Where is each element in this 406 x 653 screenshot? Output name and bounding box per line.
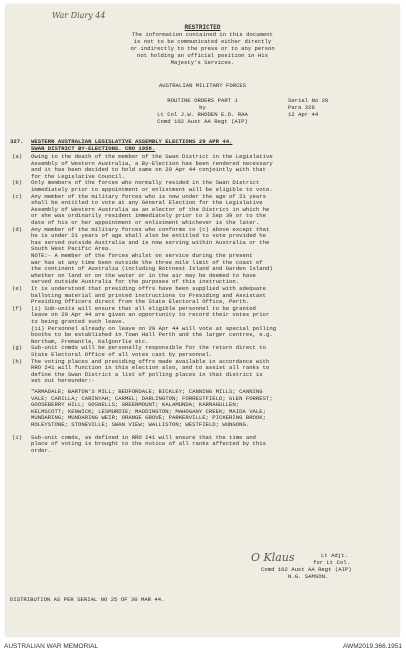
notice-line-2: is not to be communicated either directly bbox=[133, 38, 272, 45]
order-title-line-2: SWAN DISTRICT BY-ELECTIONS. CRO 1958. bbox=[31, 145, 156, 152]
paragraph-line: order. bbox=[31, 446, 52, 454]
paragraph-line: South West Pacific Area. bbox=[31, 245, 112, 253]
polling-places-line: "ARMADALE; BARTON'S MILL; BEDFORDALE; BICKLEY; CANNING MILLS; CANNING bbox=[31, 388, 263, 395]
polling-places-line: KELMSCOTT; KENWICK; LESMURDIE; MADDINGTON; MAHOGANY CREEK; MAIDA VALE; bbox=[31, 407, 266, 415]
footer-institution: AUSTRALIAN WAR MEMORIAL bbox=[4, 643, 99, 650]
order-number: 327. bbox=[10, 138, 24, 145]
paragraph-line: leave on 29 Apr 44 are given an opportunity to record their votes prior bbox=[31, 311, 270, 319]
signature: O Klaus bbox=[251, 551, 295, 564]
paragraph-line: Only members of the forces who normally resided in the Swan District bbox=[31, 179, 260, 187]
paragraph-mark: (h) bbox=[12, 357, 23, 365]
paragraph-line: It is understood that presiding offrs have been supplied with adequate bbox=[31, 285, 266, 292]
paragraph-line: to being granted such leave. bbox=[31, 318, 125, 325]
paragraph-line: RRO 241 will function in this election also, and to assist all ranks to bbox=[31, 364, 270, 372]
order-title-line-1: WESTERN AUSTRALIAN LEGISLATIVE ASSEMBLY ELECTIONS 29 APR 44. bbox=[31, 138, 233, 145]
distribution-line: DISTRIBUTION AS PER SERIAL NO 25 OF 30 MAR 44. bbox=[10, 596, 165, 603]
signoff-command: Comd 102 Aust AA Regt (AIP) bbox=[261, 566, 352, 573]
paragraph-line: whether on land or on the water or in the air may be deemed to have bbox=[31, 271, 256, 279]
serial-number: Serial No 28 bbox=[288, 97, 329, 104]
paragraph-line: or she was ordinarily resident immediately prior to 3 Sep 39 or to the bbox=[31, 212, 266, 220]
paragraph-line: war has at any time been outside the three mile limit of the coast of bbox=[31, 258, 263, 266]
paragraph-mark: (a) bbox=[12, 153, 23, 160]
orders-officer: Lt Col J.W. RHODEN E.D. RAA bbox=[157, 111, 248, 118]
order-date: 12 Apr 44 bbox=[288, 111, 319, 118]
paragraph-mark: (f) bbox=[12, 304, 23, 312]
orders-by: by bbox=[199, 104, 206, 111]
notice-line-1: The information contained in this document bbox=[132, 31, 273, 38]
paragraph-line: place of voting is brought to the notice of all ranks affected by this bbox=[31, 440, 266, 448]
paragraph-line: (i) Sub-units will ensure that all eligible personnel to be granted bbox=[31, 304, 256, 312]
restricted-heading: RESTRICTED bbox=[184, 24, 221, 31]
signoff-initials: N.G. SAMSON. bbox=[288, 573, 329, 580]
polling-places-line: ROLEYSTONE; STONEVILLE; SWAN VIEW; WALLISTON; WESTFIELD; WUNGONG. bbox=[31, 421, 250, 428]
paragraph-line: The voting places and presiding offrs made available in accordance with bbox=[31, 357, 270, 365]
orders-title: ROUTINE ORDERS PART 1 bbox=[167, 97, 238, 104]
paragraph-line: served outside Australia for the purposes of this instruction. bbox=[31, 278, 240, 286]
paragraph-line: balloting material and printed instructions to Presiding and Assistant bbox=[31, 291, 266, 299]
paragraph-line: the continent of Australia (including Rottnest Island and Garden Island) bbox=[31, 265, 273, 273]
polling-places-line: VALE; CARILLA; CARINYAH; CARMEL; DARLINGTON; FORRESTFIELD; GLEN FORREST; bbox=[31, 394, 273, 402]
paragraph-line: State Electoral Office of all votes cast by personnel. bbox=[31, 351, 213, 358]
orders-command: Comd 102 Aust AA Regt (AIP) bbox=[157, 118, 248, 125]
polling-places-line: MUNDARING; MUNDARING WEIR; ORANGE GROVE; PARKERVILLE; PICKERING BROOK; bbox=[31, 414, 266, 422]
paragraph-line: set out hereunder:- bbox=[31, 377, 95, 385]
force-heading: AUSTRALIAN MILITARY FORCES bbox=[158, 82, 247, 89]
paragraph-line: he is under 21 years of age shall also be entitled to vote provided he bbox=[31, 232, 266, 240]
paragraph-line: Sub-unit comds will be personally responsible for the return direct to bbox=[31, 344, 266, 352]
para-number: Para 326 bbox=[288, 104, 315, 111]
paragraph-line: for the Legislative Council. bbox=[31, 172, 125, 180]
paragraph-mark: (d) bbox=[12, 225, 23, 233]
paragraph-line: immediately prior to appointment or enlistment will be eligible to vote. bbox=[31, 186, 273, 193]
paragraph-line: (ii) Personnel already on leave on 29 Apr 44 will vote at special polling bbox=[31, 324, 277, 332]
paragraph-line: has served outside Australia and is now serving within Australia or the bbox=[31, 238, 270, 246]
paragraph-line: Sub-unit comds, as defined in RRO 241 will ensure that the time and bbox=[31, 433, 256, 441]
notice-line-4: not holding an official position in His bbox=[137, 52, 268, 59]
paragraph-mark: (c) bbox=[12, 192, 23, 200]
polling-places-line: GOOSEBERRY HILL; GOSNELLS; GREENMOUNT; KALAMUNDA; KARRAGULLEN; bbox=[31, 401, 240, 409]
paragraph-line: booths to be established in Town Hall Perth and the larger centres, e.g. bbox=[31, 331, 273, 339]
notice-line-5: Majesty's Services. bbox=[170, 59, 235, 66]
paragraph-line: Any member of the military forces who conforms to (c) above except that bbox=[31, 225, 270, 233]
archive-footer bbox=[0, 640, 406, 653]
paragraph-line: define the Swan District a list of polling places in that district is bbox=[31, 370, 263, 378]
paragraph-line: Northam, Fremantle, Kalgoorlie etc. bbox=[31, 337, 149, 345]
paragraph-mark: (i) bbox=[12, 433, 23, 441]
paragraph-line: NOTE:- A member of the forces whilst on service during the present bbox=[31, 252, 253, 259]
paragraph-mark: (b) bbox=[12, 179, 23, 187]
signoff-for: for Lt Col. bbox=[313, 559, 350, 566]
paragraph-line: Assembly of Western Australia as an elector of the District in which he bbox=[31, 205, 270, 213]
signoff-role: Lt Adjt. bbox=[321, 552, 348, 559]
paragraph-line: shall be entitled to vote at any General Election for the Legislative bbox=[31, 199, 263, 207]
paragraph-line: Any member of the military forces who is now under the age of 21 years bbox=[31, 192, 266, 200]
handwritten-note: War Diary 44 bbox=[52, 11, 106, 20]
paragraph-mark: (g) bbox=[12, 344, 23, 352]
paragraph-mark: (e) bbox=[12, 285, 23, 292]
paragraph-line: date of his or her appointment or enlistment whichever is the later. bbox=[31, 219, 260, 226]
document-page bbox=[6, 5, 399, 636]
notice-line-3: or indirectly to the press or to any person bbox=[130, 45, 275, 52]
footer-accession: AWM2019.366.1951 bbox=[342, 643, 402, 650]
paragraph-line: and it has been decided to hold same on 29 Apr 44 conjointly with that bbox=[31, 166, 266, 174]
paragraph-line: Owing to the death of the member of the Swan District in the Legislative bbox=[31, 153, 273, 160]
paragraph-line: Assembly of Western Australia, a By-Election has been rendered necessary bbox=[31, 159, 273, 167]
paragraph-line: Presiding Officers direct from the State Electoral Office, Perth. bbox=[31, 298, 250, 306]
